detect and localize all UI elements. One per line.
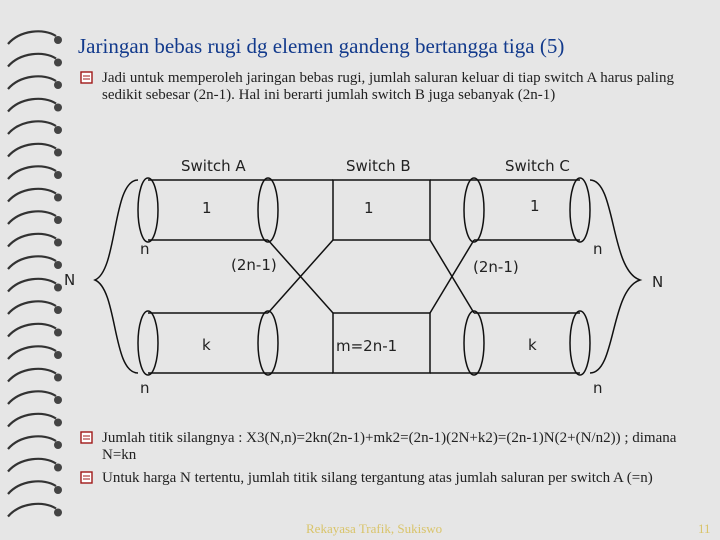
left-n-lower: n — [140, 379, 150, 397]
bullet-text: Untuk harga N tertentu, jumlah titik silang tergantung atas jumlah saluran per switch A (=n) — [102, 470, 653, 486]
switch-a-bottom-index: k — [202, 336, 211, 354]
left-links-label: (2n-1) — [231, 256, 277, 274]
notepad-bullet-icon — [80, 471, 93, 484]
switch-c-upper-in — [464, 178, 484, 242]
right-N-label: N — [652, 273, 664, 291]
switch-c-lower-in — [464, 311, 484, 375]
right-n-lower: n — [593, 379, 603, 397]
switch-c-bottom-index: k — [528, 336, 537, 354]
switch-a-top-index: 1 — [202, 199, 212, 217]
slide-title: Jaringan bebas rugi dg elemen gandeng bertangga tiga (5) — [78, 34, 565, 58]
switch-a-label: Switch A — [181, 157, 246, 175]
switch-c-top-index: 1 — [530, 197, 540, 215]
switch-b-label: Switch B — [346, 157, 411, 175]
switch-b-lower — [258, 311, 278, 375]
switch-a-upper — [138, 178, 158, 242]
switch-b-bottom-index: m=2n-1 — [336, 337, 398, 355]
page-number: 11 — [698, 521, 711, 536]
switch-c-lower — [570, 311, 590, 375]
switch-b-upper — [258, 178, 278, 242]
switch-a-lower — [138, 311, 158, 375]
switch-b-top-index: 1 — [364, 199, 374, 217]
left-N-label: N — [64, 271, 76, 289]
right-n-upper: n — [593, 240, 603, 258]
notepad-bullet-icon — [80, 431, 93, 444]
switch-c-upper — [570, 178, 590, 242]
footer-text: Rekayasa Trafik, Sukiswo — [306, 521, 443, 536]
left-n-upper: n — [140, 240, 150, 258]
switch-c-label: Switch C — [505, 157, 570, 175]
bullet-text: Jadi untuk memperoleh jaringan bebas rugi, jumlah saluran keluar di tiap switch A harus paling sedikit sebesar (2n-1). Hal ini berarti jumlah switch B juga sebanyak (2n-1) — [102, 70, 674, 103]
switch-b-upper-block — [333, 180, 430, 240]
right-brace — [590, 180, 640, 373]
bullet-text: Jumlah titik silangnya : X3(N,n)=2kn(2n-1)+mk2=(2n-1)(2N+k2)=(2n-1)N(2+(N/n2)) ; dimana N=kn — [102, 430, 677, 463]
left-brace — [95, 180, 138, 373]
right-links-label: (2n-1) — [473, 258, 519, 276]
